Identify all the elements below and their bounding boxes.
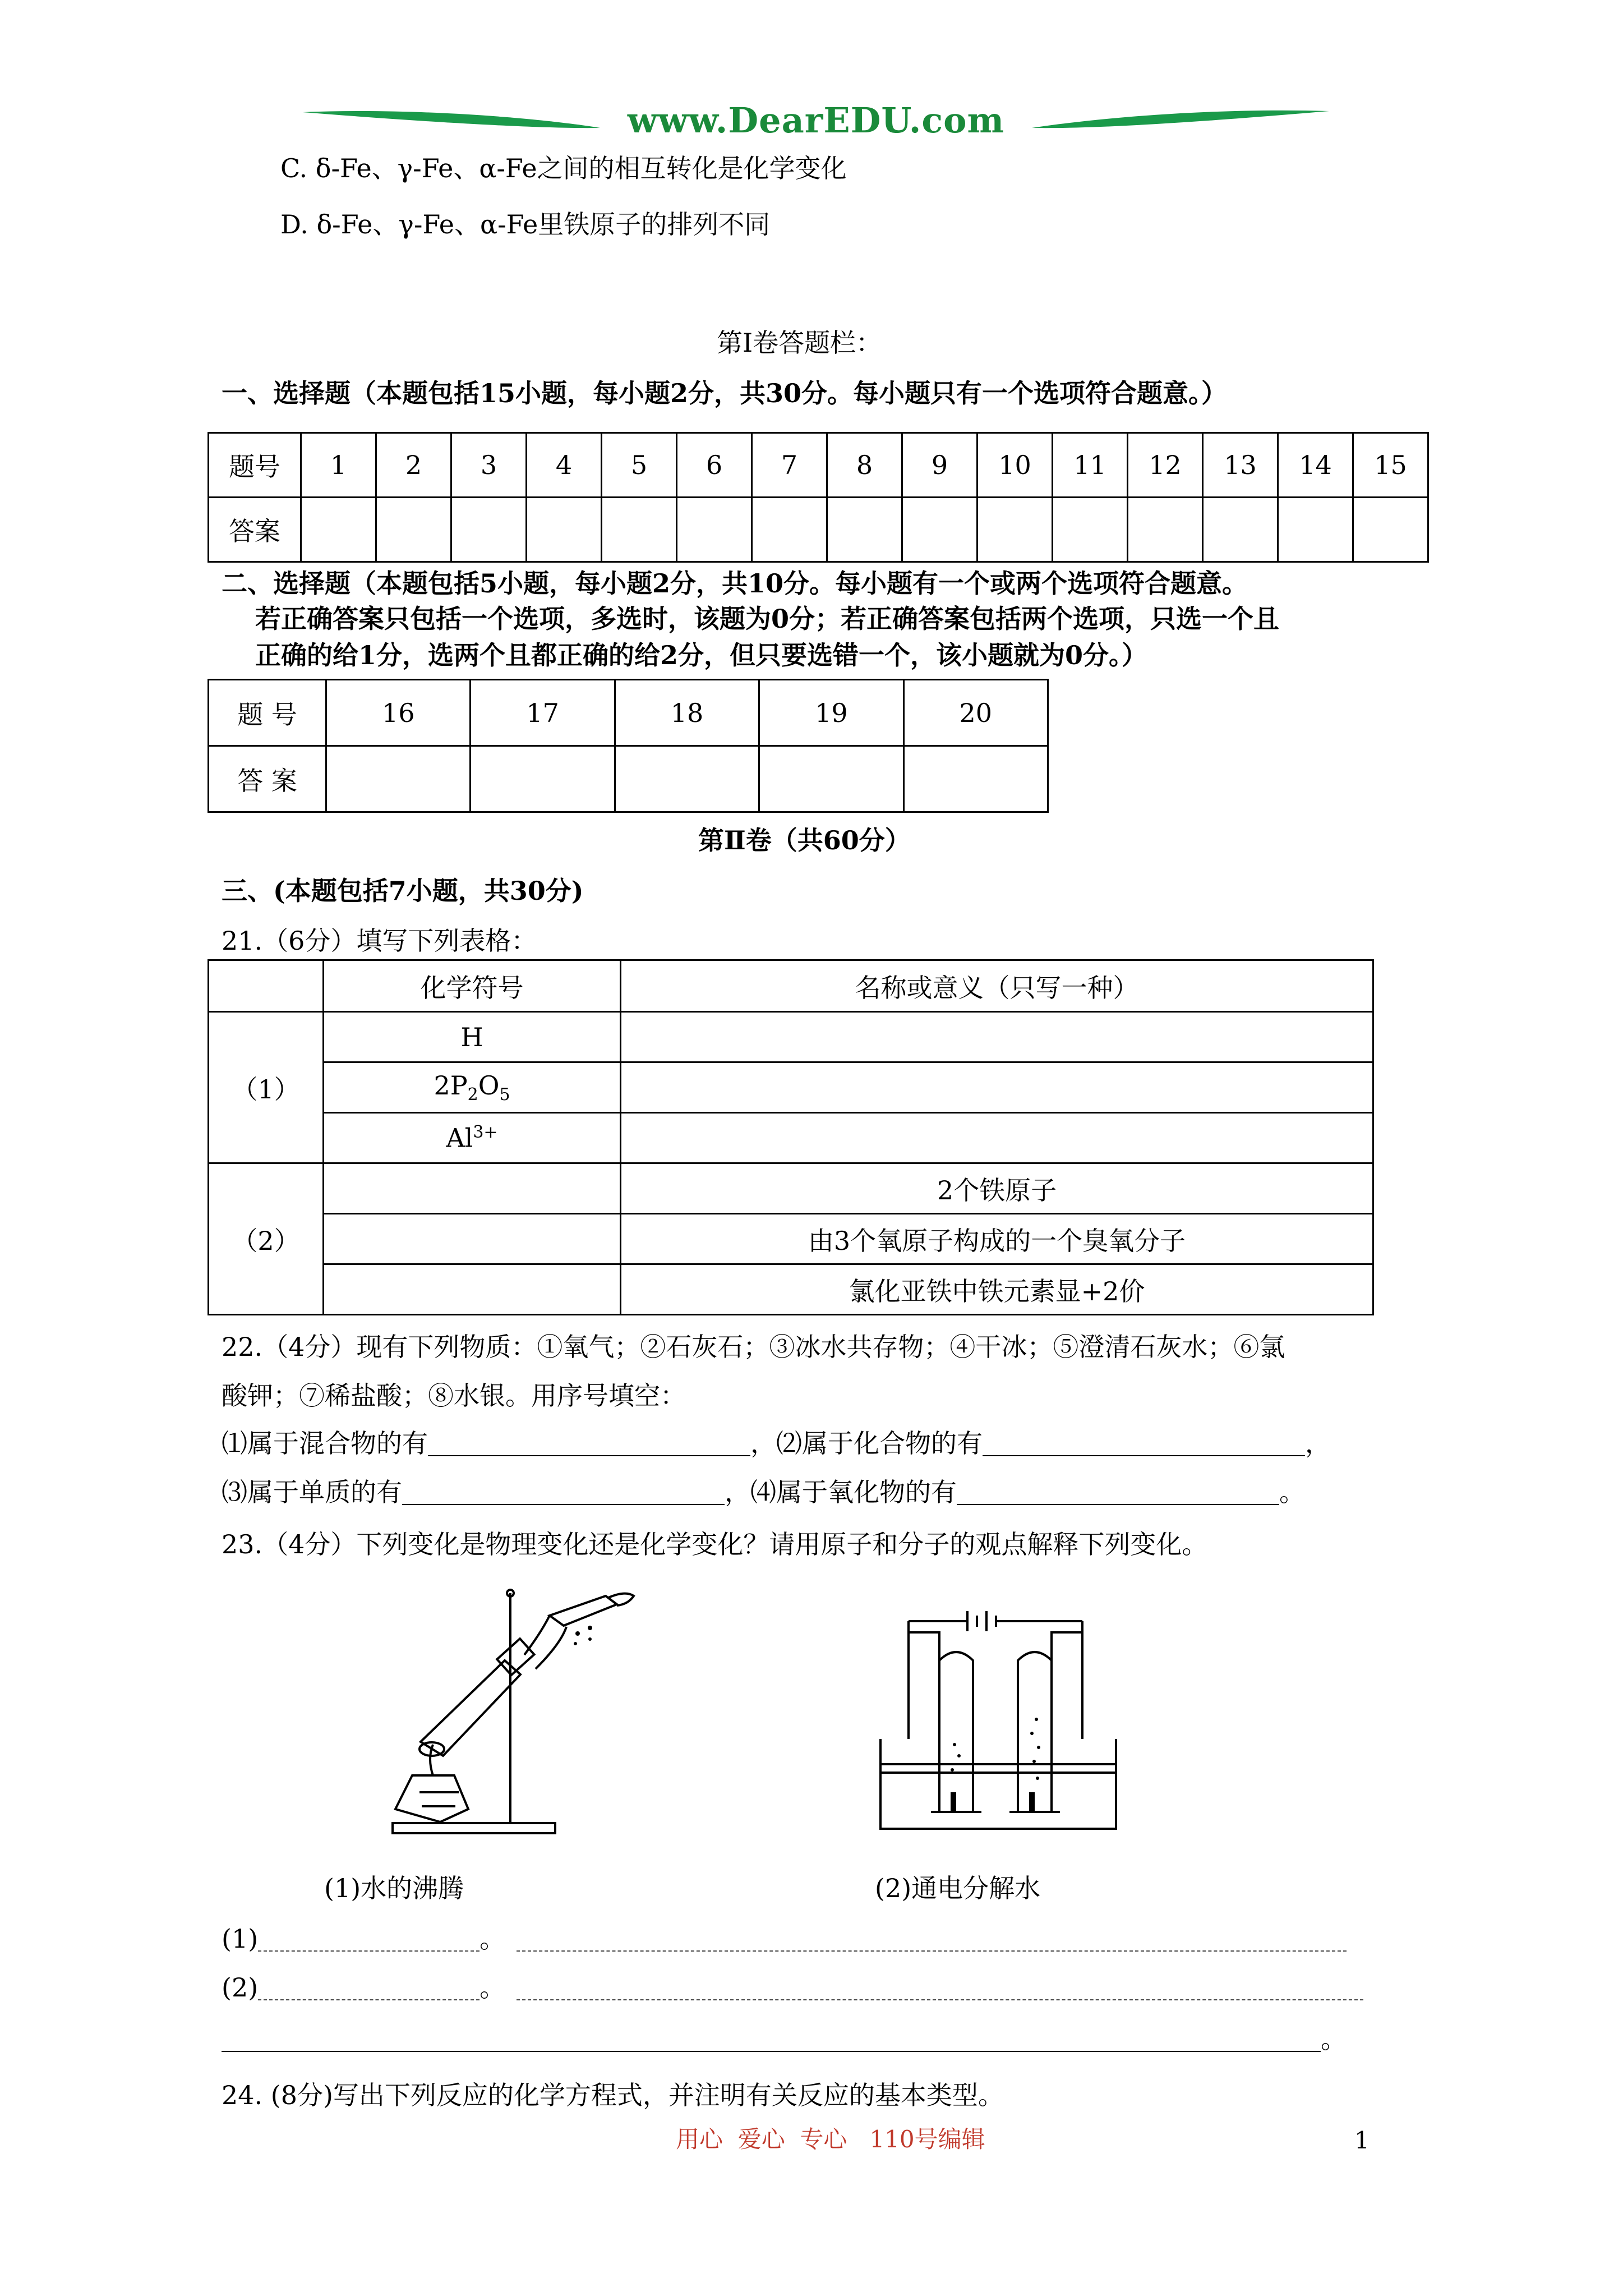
q23-blank-type-2[interactable]	[258, 1977, 479, 2000]
answer-cell[interactable]	[1128, 498, 1203, 562]
q23-label-1: (1)	[222, 1924, 259, 1954]
answer-cell[interactable]	[752, 498, 827, 562]
table2-row-label: 题 号	[209, 680, 326, 746]
answer-cell[interactable]	[1053, 498, 1128, 562]
q24-prompt: 24. (8分)写出下列反应的化学方程式，并注明有关反应的基本类型。	[222, 2080, 1004, 2110]
q23-blank-type-1[interactable]	[258, 1928, 479, 1952]
q23-answer-row1	[222, 1926, 1347, 1952]
volume2-title: 第Ⅱ卷（共60分）	[698, 825, 911, 855]
table1-answer-label: 答案	[209, 498, 301, 562]
al-charge: 3+	[473, 1122, 498, 1143]
page-number: 1	[1354, 2127, 1370, 2154]
meaning-3: 氯化亚铁中铁元素显+2价	[621, 1264, 1373, 1315]
q21-prompt: 21.（6分）填写下列表格：	[222, 926, 537, 956]
symbol-answer-cell[interactable]	[324, 1264, 621, 1315]
q23-answer-row3	[222, 2026, 1347, 2052]
part2-heading-line2: 若正确答案只包括一个选项，多选时，该题为0分；若正确答案包括两个选项，只选一个且	[255, 604, 1280, 634]
q-number: 8	[827, 433, 902, 498]
part1-heading: 一、选择题（本题包括15小题，每小题2分，共30分。每小题只有一个选项符合题意。）	[222, 378, 1228, 408]
q-number: 7	[752, 433, 827, 498]
p2o5-sub1: 2	[467, 1085, 478, 1105]
q-number: 20	[903, 680, 1048, 746]
symbol-al3plus	[324, 1113, 621, 1163]
q22-end1: ，	[1305, 1428, 1331, 1458]
q-number: 11	[1053, 433, 1128, 498]
answer-cell[interactable]	[978, 498, 1053, 562]
option-c: C. δ-Fe、γ-Fe、α-Fe之间的相互转化是化学变化	[280, 153, 847, 183]
table2-number-row	[209, 680, 1048, 746]
q-number: 6	[677, 433, 752, 498]
q22-p3: ⑶属于单质的有	[222, 1477, 402, 1507]
q22-blank-mixture[interactable]	[428, 1433, 750, 1456]
meaning-answer-cell[interactable]	[621, 1012, 1373, 1062]
q23-period-2: 。	[479, 1972, 506, 2003]
q23-blank-reason-2b[interactable]	[222, 2028, 1321, 2052]
q22-line2: 酸钾；⑦稀盐酸；⑧水银。用序号填空：	[222, 1381, 686, 1411]
meaning-answer-cell[interactable]	[621, 1062, 1373, 1113]
q-number: 10	[978, 433, 1053, 498]
q-number: 1	[301, 433, 376, 498]
answer-cell[interactable]	[902, 498, 978, 562]
answer-cell[interactable]	[827, 498, 902, 562]
answer-section-title: 第Ⅰ卷答题栏：	[717, 328, 882, 358]
answer-cell[interactable]	[471, 746, 615, 812]
boiling-water-apparatus-icon	[370, 1571, 684, 1840]
electrolysis-apparatus-icon	[875, 1599, 1127, 1840]
q22-p4: ，⑷属于氧化物的有	[725, 1477, 957, 1507]
part3-heading: 三、(本题包括7小题，共30分)	[222, 876, 584, 906]
meaning-1: 2个铁原子	[621, 1163, 1373, 1214]
table1-row-label: 题号	[209, 433, 301, 498]
p2o5-coef: 2P	[434, 1070, 468, 1101]
site-url[interactable]: www.DearEDU.com	[627, 100, 1005, 141]
q23-blank-reason-1[interactable]	[517, 1928, 1347, 1952]
q23-label-2: (2)	[222, 1972, 259, 2003]
q-number: 3	[451, 433, 527, 498]
q-number: 5	[602, 433, 677, 498]
q22-p2: ，⑵属于化合物的有	[750, 1428, 983, 1458]
answer-cell[interactable]	[1203, 498, 1278, 562]
q-number: 13	[1203, 433, 1278, 498]
q22-blank-oxide[interactable]	[957, 1481, 1279, 1505]
answer-table-2	[208, 679, 1049, 813]
q-number: 14	[1278, 433, 1353, 498]
meaning-2: 由3个氧原子构成的一个臭氧分子	[621, 1214, 1373, 1264]
answer-cell[interactable]	[903, 746, 1048, 812]
header-banner	[303, 95, 1329, 146]
q21-table	[208, 959, 1374, 1315]
table2-answer-row	[209, 746, 1048, 812]
answer-cell[interactable]	[451, 498, 527, 562]
answer-cell[interactable]	[527, 498, 602, 562]
q21-header-symbol: 化学符号	[324, 960, 621, 1012]
q21-group2-label: （2）	[209, 1163, 324, 1315]
q-number: 9	[902, 433, 978, 498]
answer-cell[interactable]	[1278, 498, 1353, 562]
answer-cell[interactable]	[301, 498, 376, 562]
symbol-p2o5	[324, 1062, 621, 1113]
q23-period-1: 。	[479, 1924, 506, 1954]
q-number: 2	[376, 433, 451, 498]
q21-corner	[209, 960, 324, 1012]
symbol-answer-cell[interactable]	[324, 1214, 621, 1264]
q23-prompt: 23.（4分）下列变化是物理变化还是化学变化？请用原子和分子的观点解释下列变化。	[222, 1529, 1208, 1559]
al-symbol: Al	[446, 1122, 473, 1153]
q21-group1-label: （1）	[209, 1012, 324, 1163]
p2o5-o: O	[478, 1070, 500, 1101]
q23-answer-row2	[222, 1972, 1363, 2003]
option-d: D. δ-Fe、γ-Fe、α-Fe里铁原子的排列不同	[280, 209, 771, 240]
q23-period-3: 。	[1321, 2024, 1347, 2054]
answer-cell[interactable]	[677, 498, 752, 562]
q22-line1: 22.（4分）现有下列物质：①氧气；②石灰石；③冰水共存物；④干冰；⑤澄清石灰水；⑥氯	[222, 1332, 1285, 1362]
table2-answer-label: 答 案	[209, 746, 326, 812]
q23-blank-reason-2[interactable]	[517, 1977, 1363, 2000]
q22-row1	[222, 1430, 1331, 1456]
q22-blank-element[interactable]	[402, 1481, 725, 1505]
answer-table-1	[208, 432, 1429, 563]
table1-number-row	[209, 433, 1428, 498]
answer-cell[interactable]	[1353, 498, 1428, 562]
q-number: 16	[326, 680, 471, 746]
footer-editor: 用心 爱心 专心 110号编辑	[676, 2125, 985, 2153]
q-number: 18	[615, 680, 759, 746]
caption-electrolysis: (2)通电分解水	[875, 1873, 1041, 1903]
q-number: 12	[1128, 433, 1203, 498]
answer-cell[interactable]	[759, 746, 903, 812]
caption-boiling: (1)水的沸腾	[324, 1873, 464, 1903]
q21-header-meaning: 名称或意义（只写一种）	[621, 960, 1373, 1012]
meaning-answer-cell[interactable]	[621, 1113, 1373, 1163]
q22-p1: ⑴属于混合物的有	[222, 1428, 428, 1458]
part2-heading-line3: 正确的给1分，选两个且都正确的给2分，但只要选错一个，该小题就为0分。）	[255, 640, 1148, 670]
answer-cell[interactable]	[326, 746, 471, 812]
symbol-h: H	[324, 1012, 621, 1062]
q22-blank-compound[interactable]	[983, 1433, 1305, 1456]
answer-cell[interactable]	[602, 498, 677, 562]
answer-cell[interactable]	[376, 498, 451, 562]
answer-cell[interactable]	[615, 746, 759, 812]
q-number: 17	[471, 680, 615, 746]
q-number: 4	[527, 433, 602, 498]
p2o5-sub2: 5	[499, 1085, 510, 1105]
symbol-answer-cell[interactable]	[324, 1163, 621, 1214]
q-number: 19	[759, 680, 903, 746]
table1-answer-row	[209, 498, 1428, 562]
part2-heading-line1: 二、选择题（本题包括5小题，每小题2分，共10分。每小题有一个或两个选项符合题意。	[222, 568, 1248, 599]
q22-end2: 。	[1279, 1477, 1305, 1507]
q22-row2	[222, 1479, 1305, 1505]
q-number: 15	[1353, 433, 1428, 498]
